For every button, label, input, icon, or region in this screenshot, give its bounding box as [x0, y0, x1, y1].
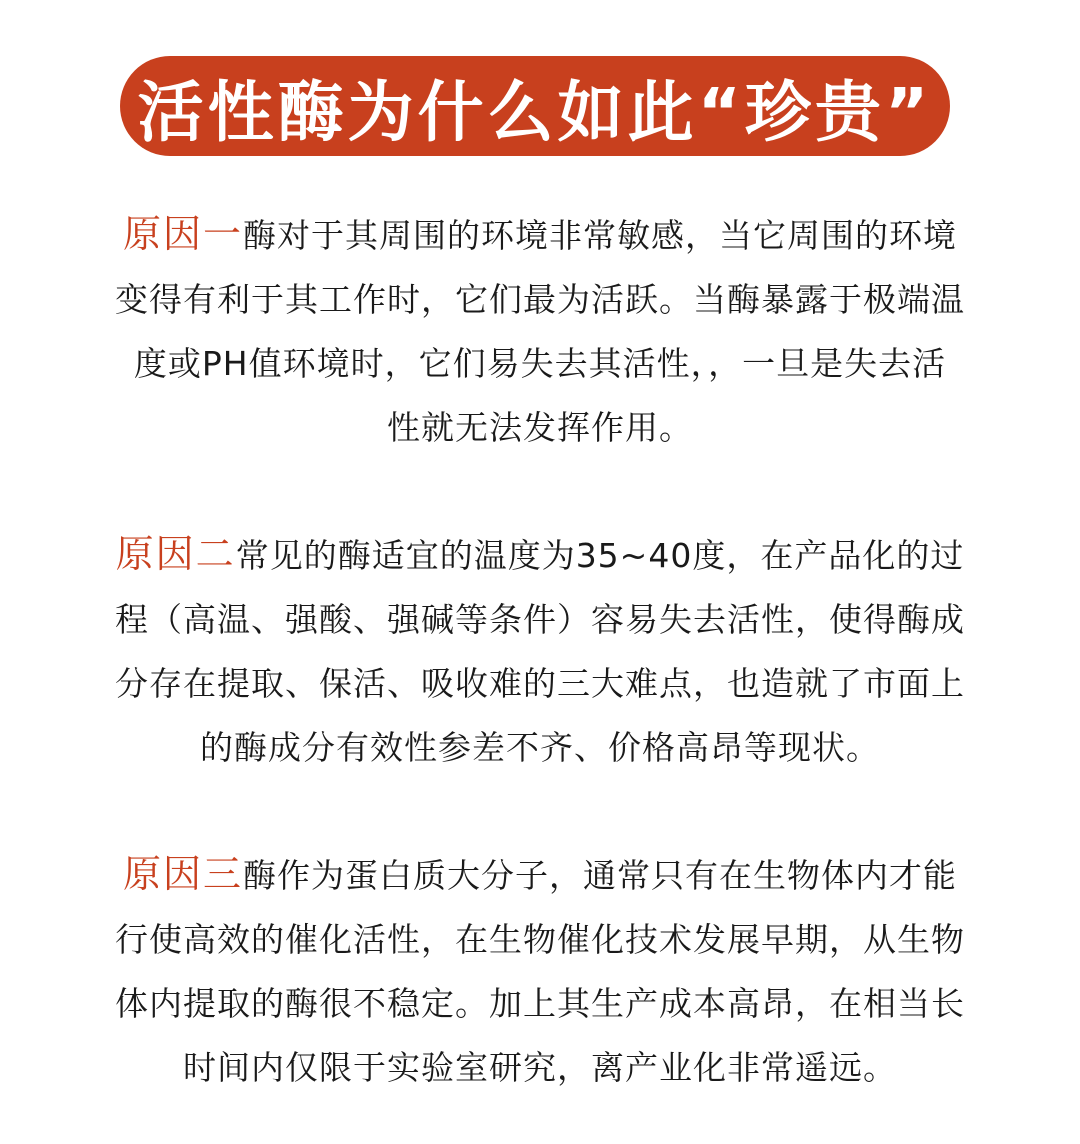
paragraph-line: 的酶成分有效性参差不齐、价格高昂等现状。: [200, 728, 880, 767]
title-banner: [120, 56, 950, 156]
reason-section-3: [70, 842, 1010, 1100]
reason-label: 原因二: [115, 532, 236, 576]
paragraph-line: 变得有利于其工作时，它们最为活跃。当酶暴露于极端温: [115, 280, 965, 319]
page-title: 活性酶为什么如此“珍贵”: [137, 73, 933, 151]
reason-section-2: [70, 522, 1010, 780]
paragraph-line: 程（高温、强酸、强碱等条件）容易失去活性，使得酶成: [115, 600, 965, 639]
paragraph-line: [70, 202, 1010, 268]
paragraph-line: 行使高效的催化活性，在生物催化技术发展早期，从生物: [115, 920, 965, 959]
reason-section-1: [70, 202, 1010, 460]
paragraph-line: [70, 522, 1010, 588]
paragraph-line: 度或PH值环境时，它们易失去其活性，，一旦是失去活: [133, 344, 947, 383]
paragraph-text: 酶作为蛋白质大分子，通常只有在生物体内才能: [243, 856, 957, 895]
paragraph-line: 时间内仅限于实验室研究，离产业化非常遥远。: [183, 1048, 897, 1087]
paragraph-line: 分存在提取、保活、吸收难的三大难点，也造就了市面上: [115, 664, 965, 703]
paragraph-line: 体内提取的酶很不稳定。加上其生产成本高昂，在相当长: [115, 984, 965, 1023]
paragraph-text: 常见的酶适宜的温度为35~40度，在产品化的过: [235, 536, 965, 575]
reason-label: 原因三: [122, 852, 243, 896]
reason-label: 原因一: [122, 212, 243, 256]
paragraph-line: [70, 842, 1010, 908]
paragraph-line: 性就无法发挥作用。: [387, 408, 693, 447]
paragraph-text: 酶对于其周围的环境非常敏感，当它周围的环境: [243, 216, 957, 255]
